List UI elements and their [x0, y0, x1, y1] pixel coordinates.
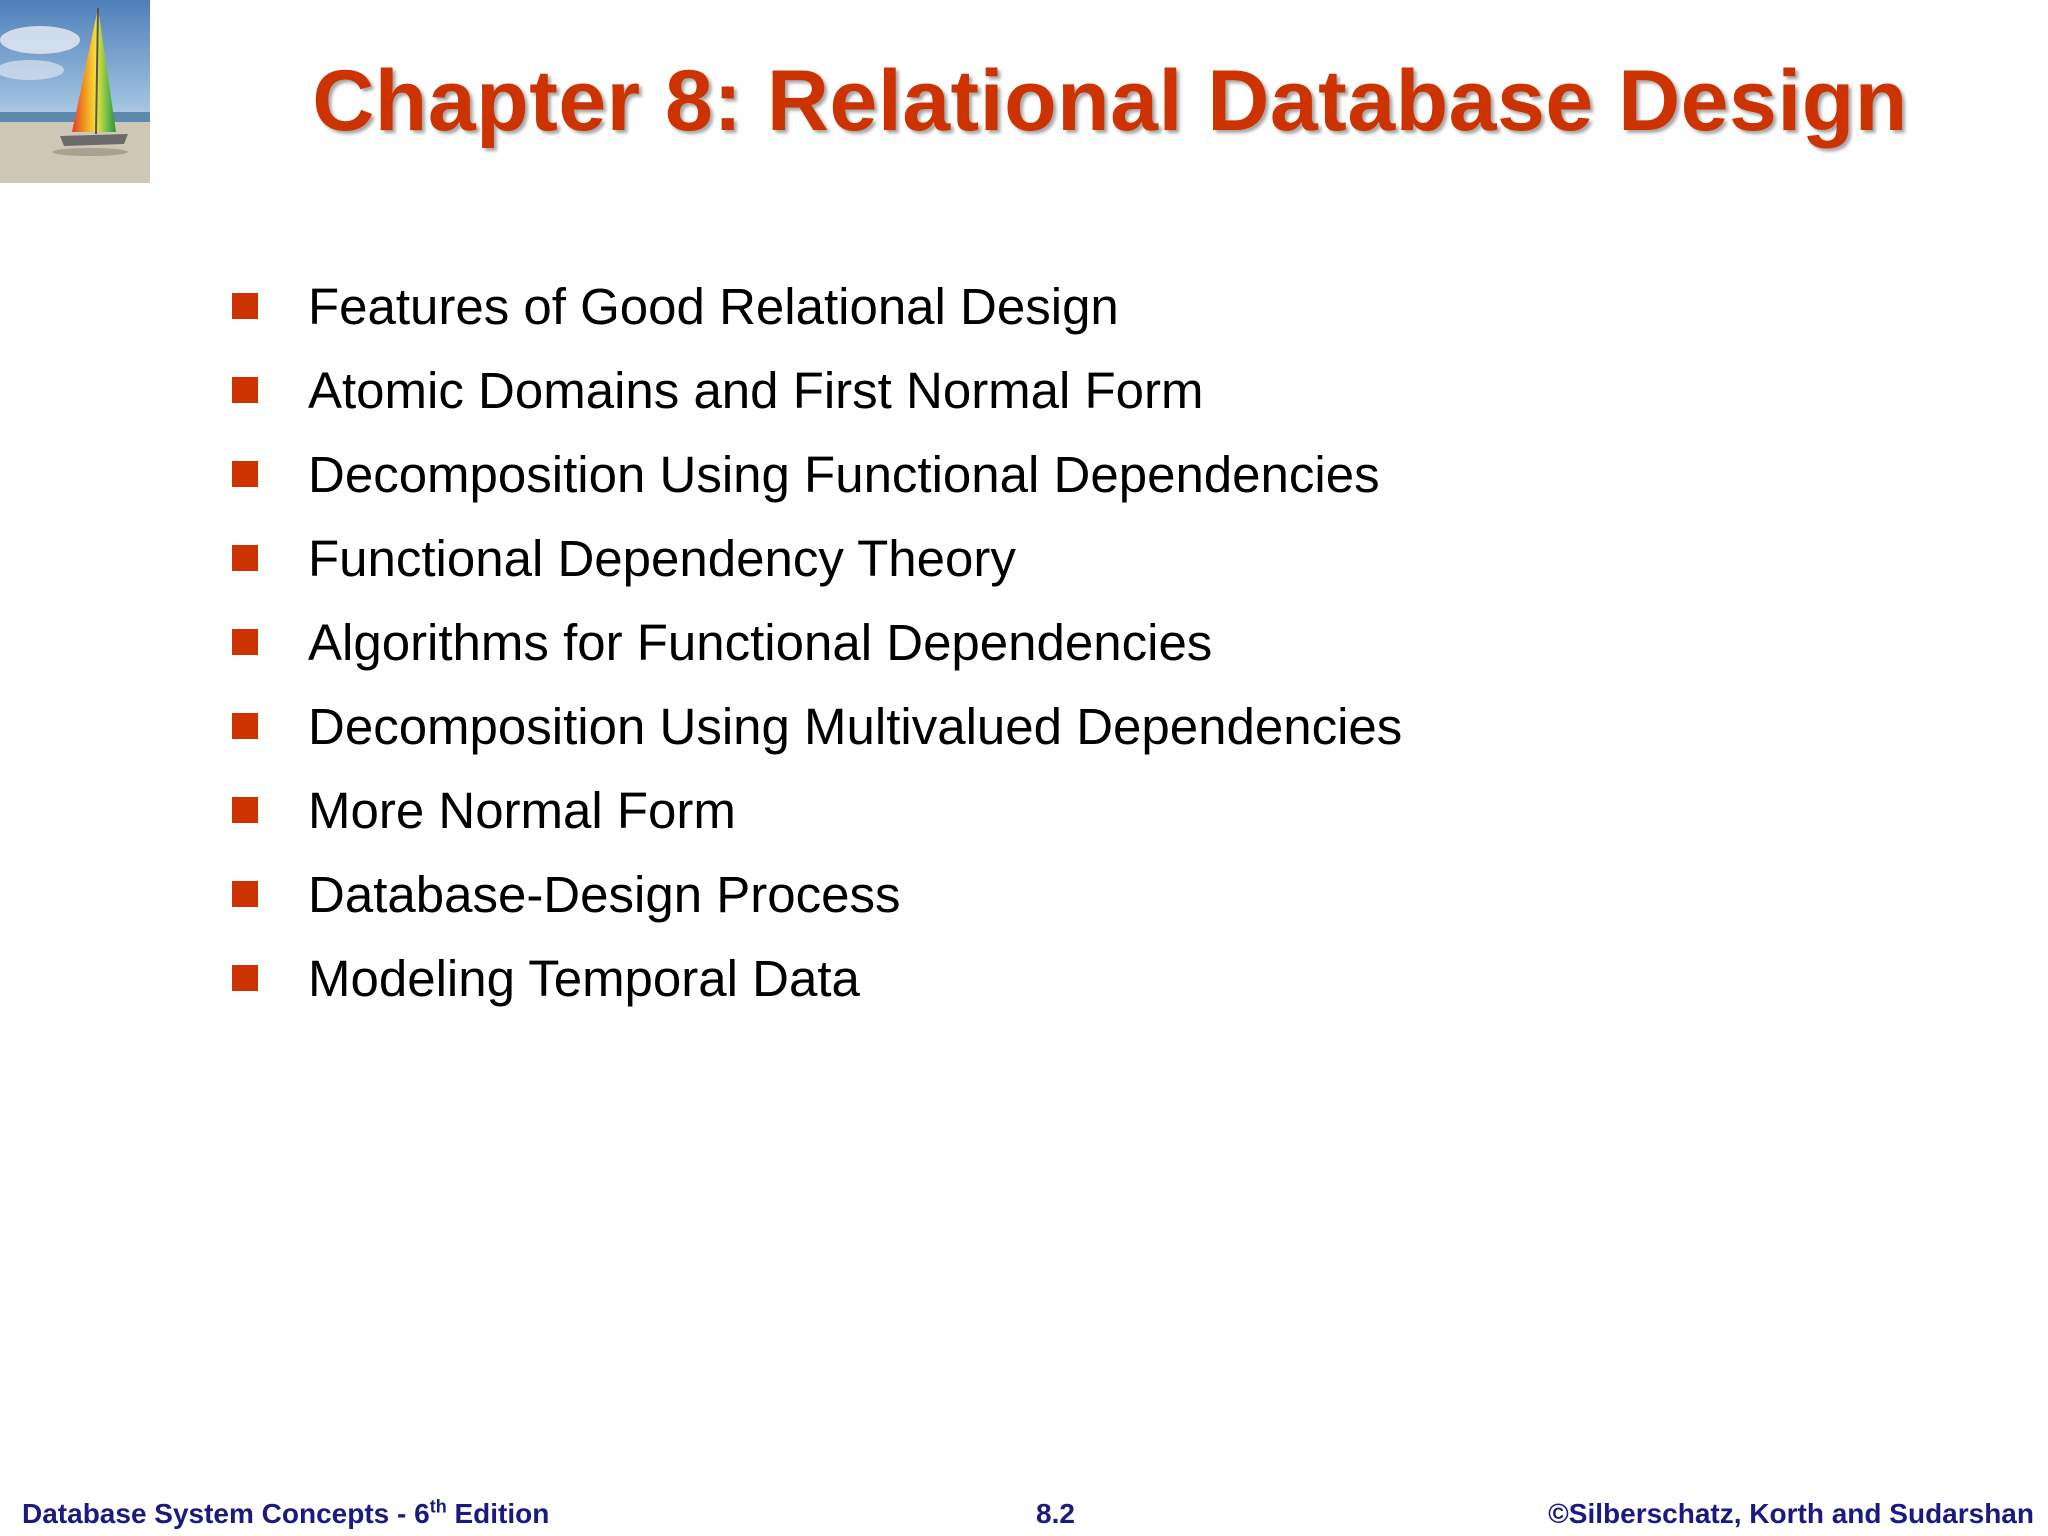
bullet-text: Functional Dependency Theory [308, 529, 1016, 587]
footer-book-prefix: Database System Concepts - 6 [22, 1498, 430, 1529]
square-bullet-icon [232, 881, 258, 907]
bullet-text: More Normal Form [308, 781, 736, 839]
square-bullet-icon [232, 797, 258, 823]
list-item [232, 852, 1732, 936]
list-item [232, 600, 1732, 684]
bullet-text: Modeling Temporal Data [308, 949, 860, 1007]
list-item [232, 684, 1732, 768]
slide-footer [0, 1494, 2048, 1536]
list-item [232, 936, 1732, 1020]
bullet-text: Features of Good Relational Design [308, 277, 1119, 335]
slide-title: Chapter 8: Relational Database Design [312, 53, 1908, 149]
bullet-text: Decomposition Using Multivalued Dependencies [308, 697, 1403, 755]
list-item [232, 768, 1732, 852]
square-bullet-icon [232, 545, 258, 571]
square-bullet-icon [232, 461, 258, 487]
bullet-text: Decomposition Using Functional Dependencies [308, 445, 1380, 503]
list-item [232, 516, 1732, 600]
list-item [232, 264, 1732, 348]
bullet-text: Database-Design Process [308, 865, 901, 923]
footer-book-title [22, 1498, 549, 1530]
square-bullet-icon [232, 377, 258, 403]
footer-copyright: ©Silberschatz, Korth and Sudarshan [1548, 1498, 2034, 1529]
footer-book-suffix: Edition [446, 1498, 550, 1529]
sailboat-logo-image [0, 0, 150, 183]
bullet-text: Algorithms for Functional Dependencies [308, 613, 1213, 671]
footer-book-superscript: th [429, 1496, 447, 1517]
list-item [232, 348, 1732, 432]
square-bullet-icon [232, 965, 258, 991]
square-bullet-icon [232, 713, 258, 739]
footer-page-number: 8.2 [1036, 1498, 1075, 1529]
bullet-text: Atomic Domains and First Normal Form [308, 361, 1204, 419]
bullet-list [232, 264, 1732, 1020]
square-bullet-icon [232, 629, 258, 655]
square-bullet-icon [232, 293, 258, 319]
list-item [232, 432, 1732, 516]
